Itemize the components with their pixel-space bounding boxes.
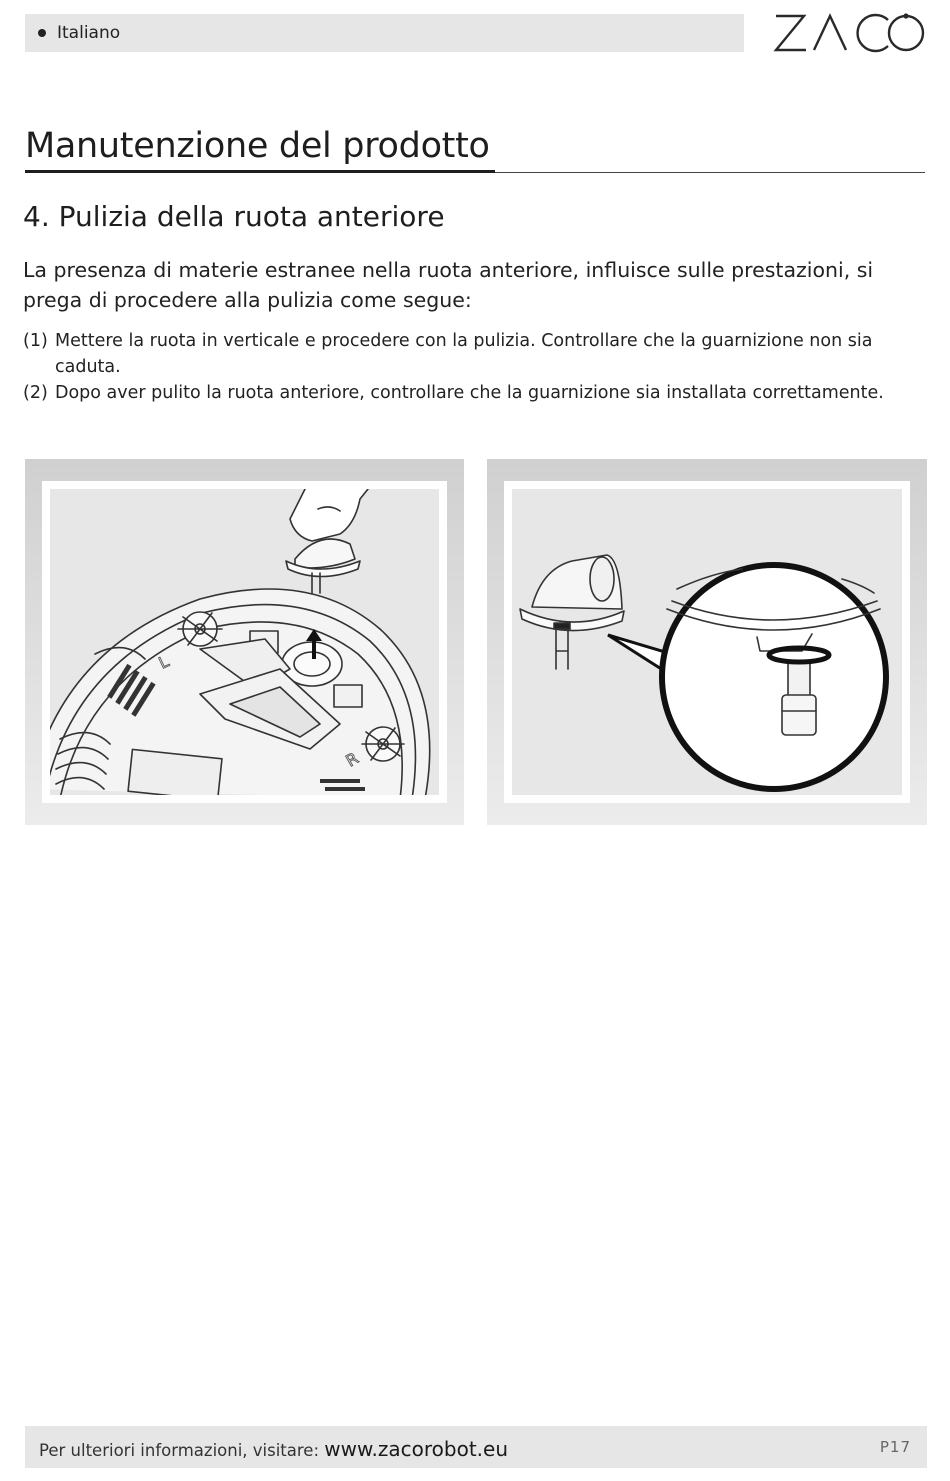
figure-robot-underside [25,459,464,825]
figure-frame [504,481,910,803]
footer-info [39,1437,508,1461]
robot-underside-drawing [50,489,439,795]
step-text: Dopo aver pulito la ruota anteriore, controllare che la guarnizione sia installata correttamente. [55,383,884,403]
figure-illustration [50,489,439,795]
step-text: Mettere la ruota in verticale e procedere con la pulizia. Controllare che la guarnizione non sia caduta. [55,331,873,377]
title-underline [25,170,495,173]
step-item [23,328,928,380]
figure-wheel-gasket-detail [487,459,927,825]
language-label: Italiano [57,23,121,43]
title-divider [495,172,925,173]
figure-frame [42,481,447,803]
bullet-icon [38,29,46,37]
page-footer [25,1426,927,1468]
step-number: (2) [23,383,48,403]
footer-label: Per ulteriori informazioni, visitare: [39,1441,320,1460]
website-link[interactable]: www.zacorobot.eu [324,1437,508,1461]
left-side-label: L [155,651,172,673]
zaco-logo [770,10,928,56]
wheel-detail-drawing [512,489,902,795]
page-number: P17 [879,1438,911,1456]
intro-paragraph: La presenza di materie estranee nella ruota anteriore, influisce sulle prestazioni, si prega di procedere alla pulizia come segue: [23,258,874,312]
step-item [23,380,928,406]
right-side-label: R [342,748,362,771]
figure-illustration [512,489,902,795]
subsection-title: 4. Pulizia della ruota anteriore [23,200,445,233]
step-number: (1) [23,331,48,351]
language-bar [25,14,744,52]
section-title: Manutenzione del prodotto [25,126,490,166]
